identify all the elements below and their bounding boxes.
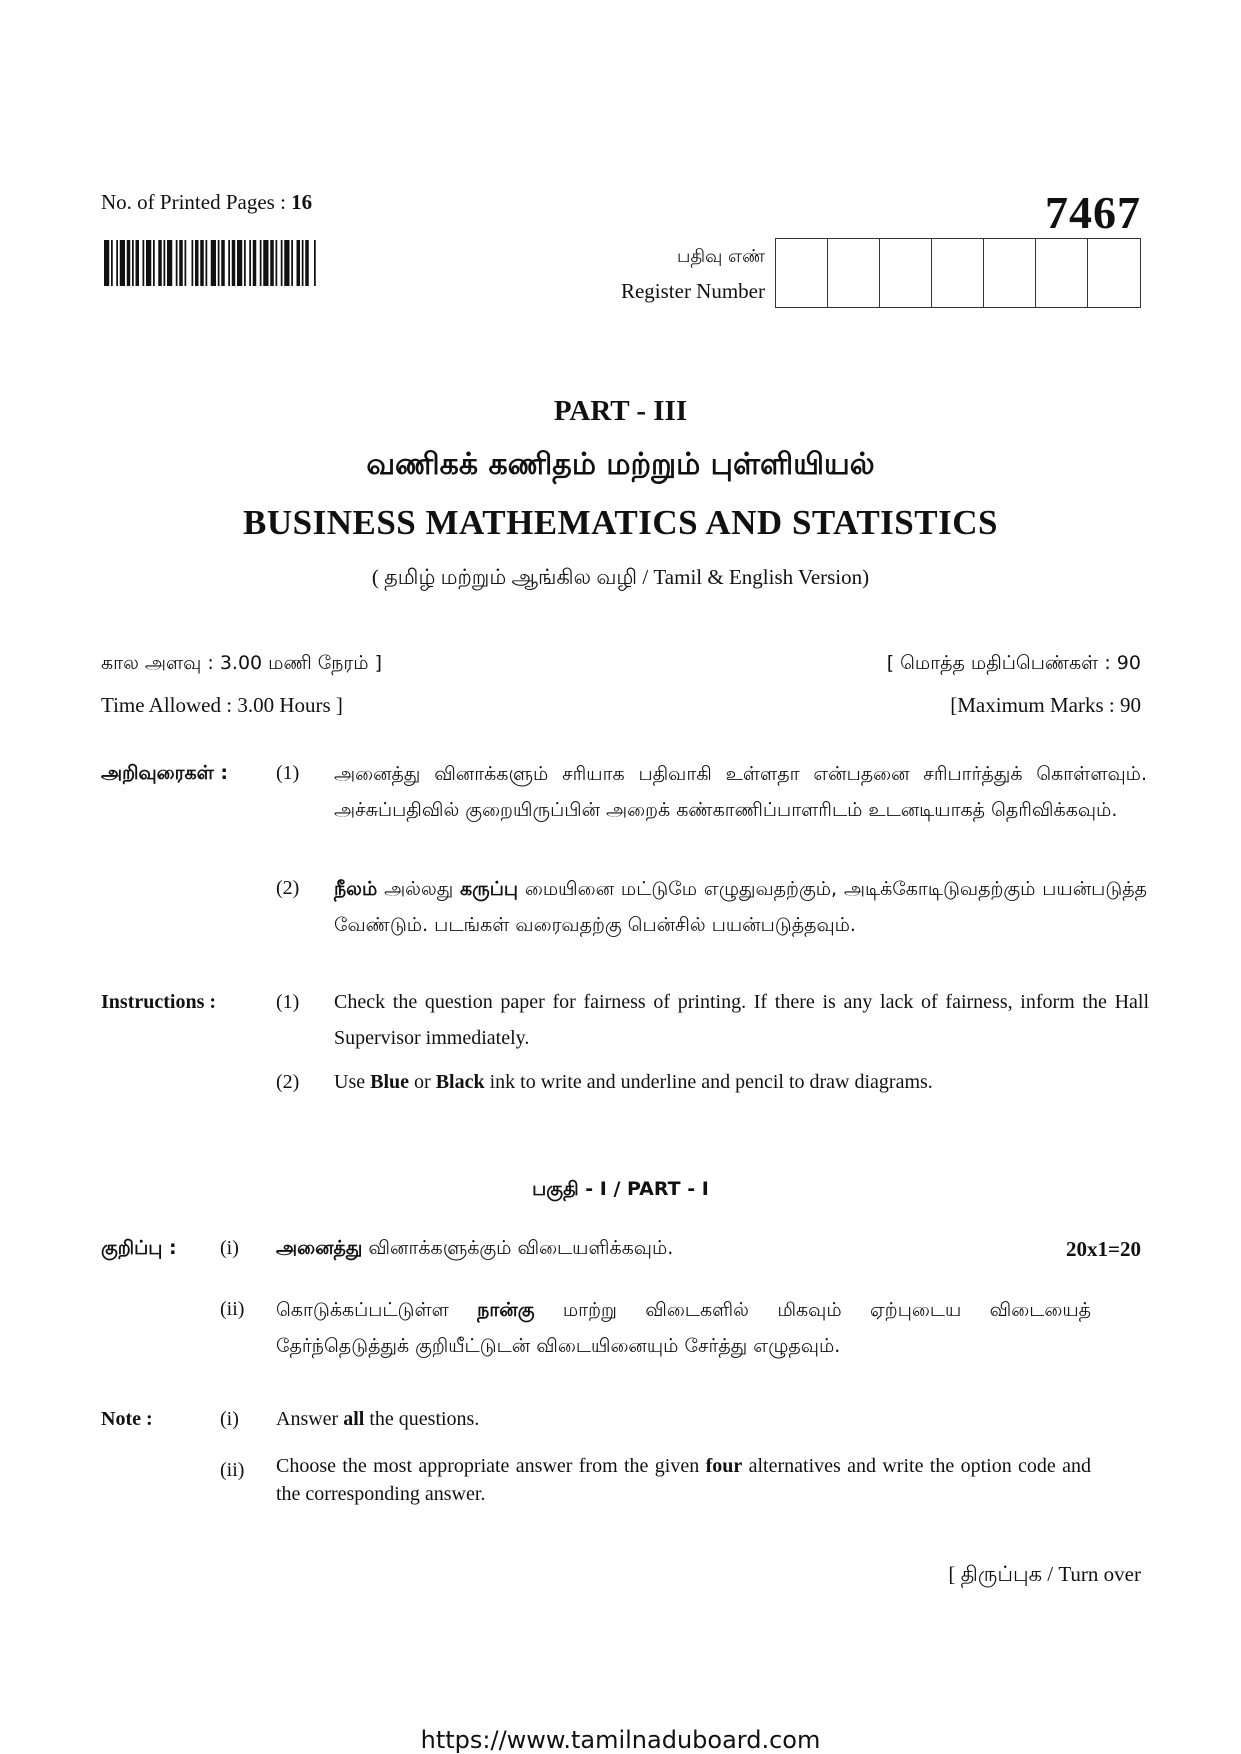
note-number: (i): [220, 1408, 239, 1430]
barcode-bar: [218, 240, 220, 286]
four-word-tamil: நான்கு: [477, 1299, 535, 1321]
note-tamil-ii: [276, 1292, 1091, 1364]
barcode-bar: [104, 240, 109, 286]
barcode-bar: [276, 240, 278, 286]
barcode-bar: [111, 240, 113, 286]
or-word-tamil: அல்லது: [384, 878, 454, 900]
instructions-english-label: Instructions :: [101, 991, 217, 1013]
part-title: PART - III: [553, 395, 688, 427]
part-one-heading: [0, 1176, 1241, 1203]
note-english-ii: [276, 1452, 1091, 1508]
subject-title-tamil: வணிகக் கணிதம் மற்றும் புள்ளியியல்: [366, 447, 875, 482]
register-digit-box[interactable]: [776, 239, 828, 307]
note-number: (i): [220, 1237, 239, 1259]
barcode-bar: [263, 240, 268, 286]
instructions-tamil-label: அறிவுரைகள் :: [101, 762, 228, 784]
barcode-bar: [302, 240, 304, 286]
instruction-english-2: [334, 1064, 1149, 1100]
note-tamil-ii-rest: மாற்று விடைகளில் மிகவும் ஏற்புடைய விடையைத் தேர்ந்தெடுத்துக் குறியீட்டுடன் விடையினையும் சேர்த்து எழுதவும்.: [276, 1299, 1092, 1357]
max-marks-english: [Maximum Marks : 90: [950, 693, 1141, 717]
part-one-heading-text: பகுதி - I / PART - I: [532, 1178, 709, 1200]
barcode-bar: [232, 240, 236, 286]
note-english-label: Note :: [101, 1408, 153, 1430]
note-english-i-rest: the questions.: [369, 1408, 480, 1430]
turn-over-text: [ திருப்புக / Turn over: [948, 1562, 1141, 1586]
barcode-bar: [185, 240, 187, 286]
printed-pages: [101, 190, 312, 215]
instruction-number: (2): [276, 1071, 300, 1093]
note-tamil-ii-pre: கொடுக்கப்பட்டுள்ள: [276, 1299, 449, 1321]
barcode-bar: [211, 240, 216, 286]
marks-tamil-text: [ மொத்த மதிப்பெண்கள் : 90: [886, 652, 1141, 674]
register-digit-box[interactable]: [828, 239, 880, 307]
barcode-bar: [270, 240, 274, 286]
barcode-bar: [164, 240, 166, 286]
part-one-marks: 20x1=20: [1066, 1237, 1141, 1261]
instruction-english-2-rest: ink to write and underline and pencil to draw diagrams.: [489, 1071, 933, 1093]
barcode-bar: [260, 240, 262, 286]
version-line: [0, 565, 1241, 592]
max-marks-tamil: [887, 650, 1141, 677]
barcode-bar: [143, 240, 145, 286]
barcode-bar: [253, 240, 257, 286]
barcode-bar: [314, 240, 316, 286]
instruction-tamil-1-text: அனைத்து வினாக்களும் சரியாக பதிவாகி உள்ளதா என்பதனை சரிபார்த்துக் கொள்ளவும். அச்சுப்பதிவில் குறையிருப்பின் அறைக் கண்காணிப்பாளரிடம் உடனடியாகத் தெரிவிக்கவும்.: [334, 763, 1147, 821]
barcode-bar: [167, 240, 172, 286]
barcode-bar: [228, 240, 230, 286]
barcode-bar: [305, 240, 309, 286]
black-word: Black: [435, 1071, 485, 1093]
printed-pages-value: 16: [291, 190, 313, 214]
register-digit-box[interactable]: [1088, 239, 1140, 307]
note-english-ii-rest: alternatives and write the option code and the corresponding answer.: [276, 1455, 1092, 1505]
paper-code: 7467: [1045, 187, 1141, 238]
version-text: ( தமிழ் மற்றும் ஆங்கில வழி / Tamil & English Version): [371, 565, 870, 589]
barcode-bar: [127, 240, 131, 286]
barcode-bar: [192, 240, 194, 286]
footer-url[interactable]: https://www.tamilnaduboard.com: [420, 1726, 821, 1754]
barcode-bar: [237, 240, 242, 286]
barcode-bar: [153, 240, 155, 286]
barcode-bar: [291, 240, 293, 286]
barcode-bar: [136, 240, 140, 286]
barcode-bar: [120, 240, 125, 286]
register-digit-box[interactable]: [880, 239, 932, 307]
time-allowed-english: Time Allowed : 3.00 Hours ]: [101, 693, 343, 717]
barcode-bar: [281, 240, 283, 286]
barcode-bar: [200, 240, 204, 286]
note-tamil-label: குறிப்பு :: [101, 1237, 177, 1259]
time-allowed-tamil: [101, 650, 382, 677]
barcode-bar: [206, 240, 208, 286]
turn-over: [948, 1562, 1141, 1589]
note-number: (ii): [220, 1459, 245, 1481]
barcode-bar: [221, 240, 225, 286]
note-english-i: [276, 1408, 479, 1431]
printed-pages-label: No. of Printed Pages :: [101, 190, 286, 214]
instruction-english-1: Check the question paper for fairness of printing. If there is any lack of fairness, inform the Hall Supervisor immediately.: [334, 991, 1149, 1049]
note-tamil-i: [276, 1237, 673, 1262]
instruction-number: (1): [276, 762, 300, 784]
instruction-tamil-1: [334, 756, 1147, 828]
all-word-tamil: அனைத்து: [276, 1237, 363, 1259]
instruction-tamil-2: [334, 871, 1147, 943]
black-word-tamil: கருப்பு: [460, 878, 519, 900]
instruction-number: (1): [276, 991, 300, 1013]
barcode-bar: [176, 240, 178, 286]
barcode-bar: [244, 240, 246, 286]
blue-word: Blue: [370, 1071, 410, 1093]
register-digit-box[interactable]: [1036, 239, 1088, 307]
register-number-boxes[interactable]: [775, 238, 1141, 308]
answer-word: Answer: [276, 1408, 339, 1430]
note-tamil-i-rest: வினாக்களுக்கும் விடையளிக்கவும்.: [368, 1237, 674, 1259]
instruction-number: (2): [276, 877, 300, 899]
barcode-bar: [116, 240, 118, 286]
or-word: or: [414, 1071, 431, 1093]
use-word: Use: [334, 1071, 366, 1093]
barcode-bar: [195, 240, 199, 286]
register-digit-box[interactable]: [932, 239, 984, 307]
barcode-bar: [179, 240, 183, 286]
register-number-tamil: பதிவு எண்: [676, 246, 765, 267]
blue-word-tamil: நீலம்: [334, 878, 378, 900]
register-digit-box[interactable]: [984, 239, 1036, 307]
barcode-bar: [158, 240, 162, 286]
note-number: (ii): [220, 1298, 245, 1320]
barcode-bar: [146, 240, 151, 286]
all-word: all: [343, 1408, 365, 1430]
register-number-label: Register Number: [620, 279, 765, 303]
barcode-bar: [284, 240, 289, 286]
time-tamil-text: கால அளவு : 3.00 மணி நேரம் ]: [101, 652, 382, 674]
subject-title-english: BUSINESS MATHEMATICS AND STATISTICS: [243, 503, 998, 542]
register-number-label-block: [560, 240, 765, 308]
barcode-icon: [104, 240, 384, 286]
four-word: four: [705, 1455, 743, 1477]
barcode-bar: [297, 240, 301, 286]
barcode-bar: [132, 240, 134, 286]
barcode-bar: [249, 240, 251, 286]
note-english-ii-pre: Choose the most appropriate answer from the given: [276, 1455, 700, 1477]
instruction-tamil-2-rest: மையினை மட்டுமே எழுதுவதற்கும், அடிக்கோடிடுவதற்கும் பயன்படுத்த வேண்டும். படங்கள் வரைவதற்கு பென்சில் பயன்படுத்தவும்.: [334, 878, 1147, 936]
